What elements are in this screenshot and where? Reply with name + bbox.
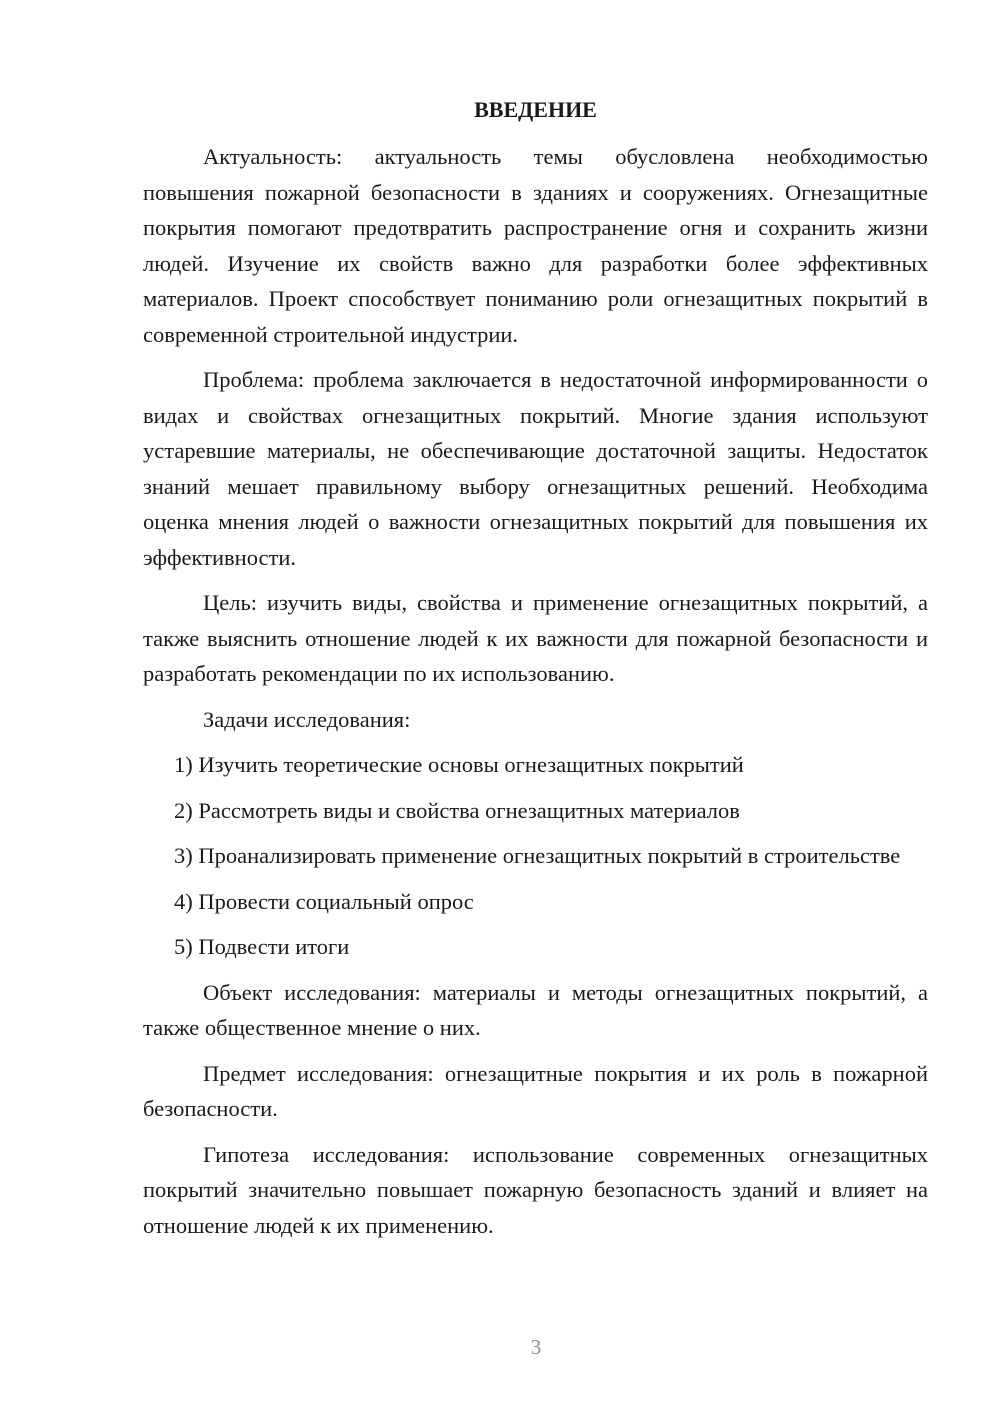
tasks-heading: Задачи исследования: <box>203 706 411 732</box>
goal-paragraph: Цель: изучить виды, свойства и применение огнезащитных покрытий, а также выяснить отношение людей к их важности для пожарной безопасности и разработать рекомендации по их использованию. <box>143 590 928 686</box>
task-item: 2) Рассмотреть виды и свойства огнезащитных материалов <box>174 797 740 823</box>
task-item: 3) Проанализировать применение огнезащитных покрытий в строительстве <box>174 843 901 868</box>
page-number: 3 <box>530 1335 542 1359</box>
object-paragraph: Объект исследования: материалы и методы огнезащитных покрытий, а также общественное мнение о них. <box>143 979 928 1040</box>
subject-paragraph: Предмет исследования: огнезащитные покрытия и их роль в пожарной безопасности. <box>143 1060 928 1121</box>
task-item: 4) Провести социальный опрос <box>174 888 474 914</box>
document-page <box>143 92 928 1253</box>
task-item: 5) Подвести итоги <box>174 934 350 959</box>
relevance-paragraph: Актуальность: актуальность темы обусловлена необходимостью повышения пожарной безопасности в зданиях и сооружениях. Огнезащитные покрытия помогают предотвратить распространение огня и сохранить жизни людей. Изучение их свойств важно для разработки более эффективных материалов. Проект способствует пониманию роли огнезащитных покрытий в современной строительной индустрии. <box>143 144 928 347</box>
document-title: ВВЕДЕНИЕ <box>474 97 597 122</box>
hypothesis-paragraph: Гипотеза исследования: использование современных огнезащитных покрытий значительно повышает пожарную безопасность зданий и влияет на отношение людей к их применению. <box>143 1141 928 1238</box>
tasks-list <box>143 747 928 965</box>
problem-paragraph: Проблема: проблема заключается в недостаточной информированности о видах и свойствах огнезащитных покрытий. Многие здания используют устаревшие материалы, не обеспечивающие достаточной защиты. Недостаток знаний мешает правильному выбору огнезащитных решений. Необходима оценка мнения людей о важности огнезащитных покрытий для повышения их эффективности. <box>143 367 928 570</box>
task-item: 1) Изучить теоретические основы огнезащитных покрытий <box>174 752 744 777</box>
